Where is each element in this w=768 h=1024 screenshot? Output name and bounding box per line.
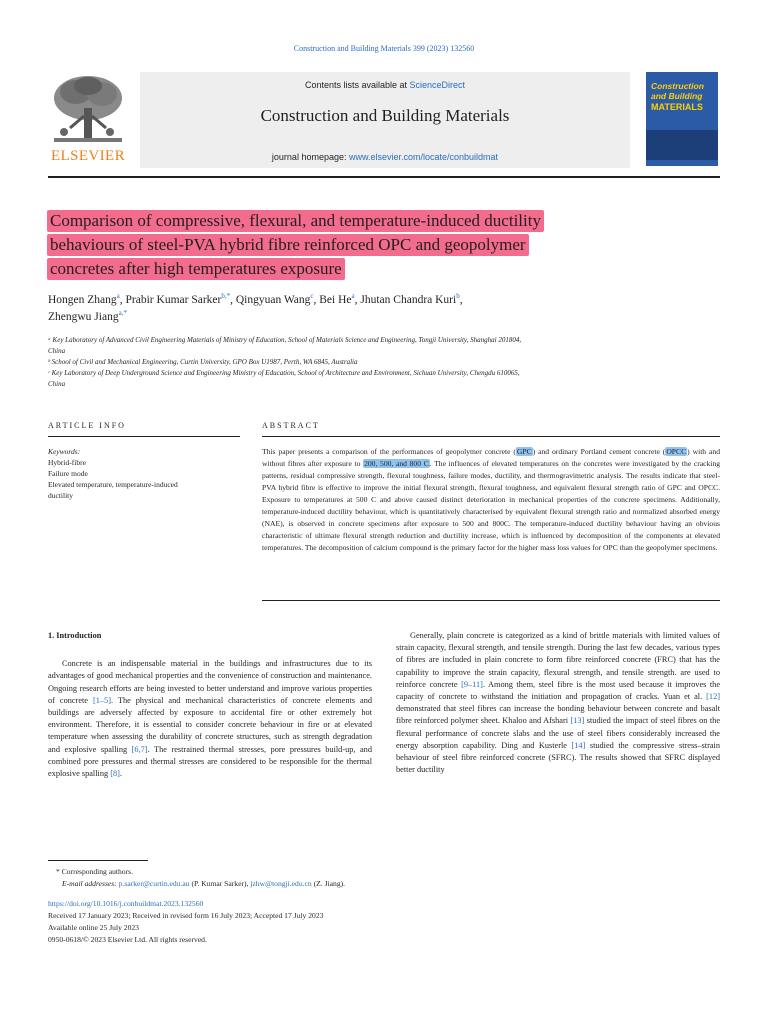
author-list: Hongen Zhang$^a$, Prabir Kumar Sarker$^{b,*}$, Qingyuan Wang$^c$, Bei He$^a$, Jhutan Chandra Kuri$^b$, Zhengwu Jiang$^{a,*}$ — [48, 292, 463, 323]
email-owner: (P. Kumar Sarker), — [189, 879, 251, 888]
author-affil-mark[interactable]: a — [351, 292, 355, 301]
email-line — [62, 878, 345, 889]
footnote-rule — [48, 860, 148, 861]
author-affil-mark[interactable]: c — [310, 292, 314, 301]
author-affil-mark[interactable]: b,* — [221, 292, 231, 301]
copyright-line: 0950-0618/© 2023 Elsevier Ltd. All rights reserved. — [48, 935, 207, 944]
corresponding-note: * Corresponding authors. — [56, 867, 133, 876]
keyword-item: Elevated temperature, temperature-induced — [48, 480, 178, 489]
keyword-item: Hybrid-fibre — [48, 458, 86, 467]
text-run: Concrete is an indispensable material in the buildings and infrastructures due to its advantages of good mechanical properties and the convenience of construction and maintenance. Ongoing research efforts are being invested to better understand and improve various properties of concrete — [48, 659, 372, 705]
affiliation-c-country: China — [48, 380, 66, 388]
author-name[interactable]: Qingyuan Wang — [235, 294, 311, 306]
text-run: . — [119, 769, 122, 779]
contents-prefix: Contents lists available at — [304, 80, 410, 90]
text-run: studied the compressive stress–strain behaviour of steel fibre reinforced concrete (SFRC). The results showed that SFRC displayed better ductility — [396, 740, 720, 775]
intro-paragraph-2 — [396, 630, 720, 776]
intro-paragraph-1 — [48, 658, 372, 780]
author-name[interactable]: Jhutan Chandra Kuri — [360, 294, 457, 306]
affiliation-a-country: China — [48, 347, 66, 355]
article-info-rule — [48, 436, 240, 437]
citation-link[interactable]: [6,7] — [131, 744, 148, 754]
article-title-line-1: Comparison of compressive, flexural, and temperature-induced ductility — [47, 210, 544, 232]
cover-band — [646, 130, 718, 160]
homepage-link[interactable]: www.elsevier.com/locate/conbuildmat — [348, 152, 499, 162]
homepage-line — [140, 152, 630, 162]
citation-link[interactable]: [9–11] — [461, 679, 483, 689]
citation-link[interactable]: [1–5] — [92, 695, 111, 705]
abstract-bottom-rule — [262, 600, 720, 601]
cover-title-line1: Construction — [651, 81, 704, 91]
selected-text-opcc: OPCC — [666, 447, 687, 456]
affiliation-b: ᵇ School of Civil and Mechanical Engineering, Curtin University, GPO Box U1987, Perth, WA 6845, Australia — [48, 358, 358, 366]
sciencedirect-link[interactable]: ScienceDirect — [409, 80, 466, 90]
intro-right-column — [396, 630, 720, 776]
author-affil-mark[interactable]: a — [116, 292, 120, 301]
affiliation-a: ᵃ Key Laboratory of Advanced Civil Engineering Materials of Ministry of Education, School of Materials Science and Engineering, Tongji University, Shanghai 201804, — [48, 336, 522, 344]
selected-text-temperatures: 200, 500, and 800 C — [364, 459, 429, 468]
author-name[interactable]: Bei He — [319, 294, 352, 306]
article-title-line-3: concretes after high temperatures exposure — [47, 258, 345, 280]
email-label: E-mail addresses: — [62, 879, 119, 888]
text-run: . The physical and mechanical characteristics of concrete elements and buildings are adversely affected by exposure to accidental fire or other extremely hot environment. Therefore, it is essential to consider concrete behaviour in fire or at elevated temperature when assessing the durability of concrete structures, such as strength degradation and explosive spalling — [48, 695, 372, 754]
keywords-label: Keywords: — [48, 447, 81, 456]
intro-left-column — [48, 630, 372, 780]
journal-reference[interactable]: Construction and Building Materials 399 (2023) 132560 — [293, 44, 475, 53]
abstract-rule — [262, 436, 720, 437]
text-run: demonstrated that steel fibres can increase the bonding behaviour between concrete and basalt fibre reinforced polymer sheet. Khaloo and Afshari — [396, 704, 720, 726]
online-date: Available online 25 July 2023 — [48, 923, 139, 932]
citation-link[interactable]: [13] — [570, 716, 585, 726]
citation-link[interactable]: [8] — [110, 769, 120, 779]
abstract-text-part: ) with and without fibres after exposure to — [262, 447, 720, 468]
author-name[interactable]: Prabir Kumar Sarker — [125, 294, 222, 306]
abstract-text — [262, 446, 720, 554]
selected-text-gpc: GPC — [516, 447, 532, 456]
article-title-line-2: behaviours of steel-PVA hybrid fibre reinforced OPC and geopolymer — [47, 234, 529, 256]
text-run: studied the impact of steel fibres on the flexural performance of concrete slabs and the use of steel fibers considerably increased the energy absorption capability. Ding and Kusterle — [396, 716, 721, 750]
affiliation-c: ᶜ Key Laboratory of Deep Underground Science and Engineering Ministry of Education, School of Architecture and Environment, Sichuan University, Chengdu 610065, — [48, 369, 520, 377]
abstract-text-part: . The influences of elevated temperatures on the concretes were investigated by the cracking patterns, residual compressive strength, flexural toughness, failure modes, ductility, and thermogravimetric analysis. The results indicate that steel-PVA hybrid fibre is effective to improve the initial flexural strength, flexural toughness, and equivalent flexural strength ratio of GPC and OPCC. Exposure to temperatures at 500 C and above caused distinct deterioration in mechanical properties of the concrete specimens. Additionally, temperature-induced ductility behaviour, which is quantitatively characterised by equivalent flexural strength ratio and normalized absorbed energy (NAE), is observed in concrete specimens after exposure to 500 and 800C. The temperature-induced ductility behaviour having an obvious characteristic of ultimate flexural strength reduction and ductility increase, which is influenced by decomposition of the components at elevated temperatures. The decomposition of calcium compound is the primary factor for the higher mass loss values for OPC than the geopolymer specimens. — [262, 459, 721, 552]
email-link-sarker[interactable]: p.sarker@curtin.edu.au — [118, 879, 190, 888]
text-run: . Among them, steel fibre is the most used because it improves the capacity of concrete to withstand the initiation and propagation of cracks. Yuan et al. — [396, 679, 721, 702]
header-divider — [48, 176, 720, 178]
contents-line — [140, 80, 630, 90]
article-info-label: ARTICLE INFO — [48, 421, 126, 430]
publisher-wordmark: ELSEVIER — [50, 148, 126, 164]
abstract-label: ABSTRACT — [262, 421, 320, 430]
citation-link[interactable]: [12] — [706, 692, 720, 702]
citation-link[interactable]: [14] — [571, 740, 586, 750]
email-link-jiang[interactable]: jzhw@tongji.edu.cn — [250, 879, 312, 888]
abstract-text-part: ) and ordinary Portland cement concrete ( — [532, 447, 666, 456]
keyword-item: Failure mode — [48, 469, 88, 478]
author-name[interactable]: Hongen Zhang — [48, 294, 117, 306]
doi-link[interactable]: https://doi.org/10.1016/j.conbuildmat.2023.132560 — [48, 899, 204, 908]
journal-cover-thumbnail[interactable] — [646, 72, 718, 166]
cover-title-line3: MATERIALS — [651, 102, 703, 112]
text-run: . The restrained thermal stresses, pore pressures build-up, and combined pore pressures and thermal stresses are considered to be responsible for the thermal explosive spalling — [48, 744, 372, 779]
author-name[interactable]: Zhengwu Jiang — [48, 311, 119, 323]
text-run: Generally, plain concrete is categorized as a kind of brittle materials with limited values of strain capacity, flexural strength, and tensile strength. During the last few decades, various types of fibres are included in plain concrete to form fibre reinforced concrete (FRC) that has the capability to improve the strain capacity, flexural strength, and tensile strength. are used to reinforce concrete — [396, 631, 720, 689]
received-dates: Received 17 January 2023; Received in revised form 16 July 2023; Accepted 17 July 2023 — [48, 911, 324, 920]
email-owner: (Z. Jiang). — [311, 879, 346, 888]
author-affil-mark[interactable]: b — [456, 292, 460, 301]
cover-title-line2: and Building — [651, 91, 703, 101]
author-affil-mark[interactable]: a,* — [118, 309, 127, 318]
journal-title: Construction and Building Materials — [260, 106, 510, 125]
homepage-prefix: journal homepage: — [271, 152, 349, 162]
abstract-text-part: This paper presents a comparison of the performances of geopolymer concrete ( — [262, 447, 516, 456]
keyword-item: ductility — [48, 491, 73, 500]
intro-heading: 1. Introduction — [48, 631, 102, 640]
